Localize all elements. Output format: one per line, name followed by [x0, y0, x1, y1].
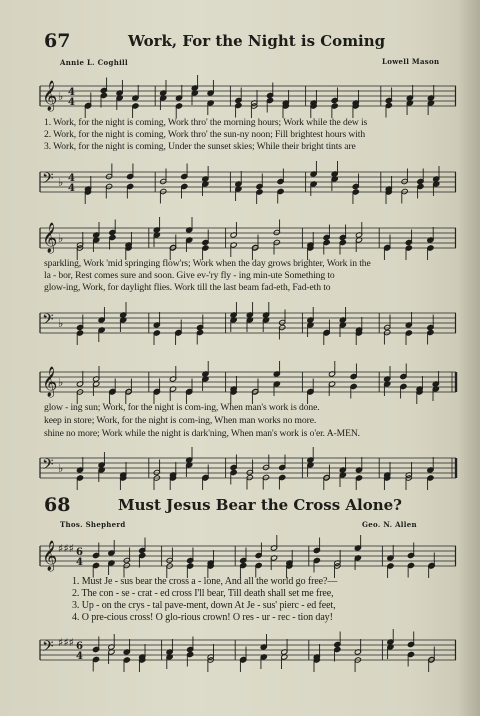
- staff-lines: [40, 228, 456, 248]
- staff-lines: [40, 640, 456, 660]
- music-staff: [0, 448, 480, 488]
- svg-text:4: 4: [68, 173, 75, 184]
- treble-clef-icon: 𝄞: [42, 367, 58, 397]
- bass-clef-icon: 𝄢: [42, 311, 54, 332]
- notes: [76, 217, 434, 260]
- svg-text:4: 4: [68, 87, 75, 98]
- svg-text:4: 4: [76, 651, 83, 662]
- svg-text:4: 4: [68, 183, 75, 194]
- lyric-line: 1. Work, for the night is coming, Work thro' the morning hours; Work while the dew is: [44, 117, 368, 128]
- lyric-line: 2. The con - se - crat - ed cross I'll bear, Till death shall set me free,: [72, 588, 334, 599]
- notes: [76, 361, 439, 404]
- lyric-line: shine no more; Work while the night is dark'ning, When man's work is o'er. A-MEN.: [44, 428, 360, 439]
- hymn-author: Thos. Shepherd: [60, 520, 126, 529]
- time-signature-icon: [68, 87, 75, 108]
- lyric-line: 4. O pre-cious cross! O glo-rious crown! O res - ur - rec - tion day!: [72, 612, 333, 623]
- flat-key-signature-icon: ♭: [58, 176, 64, 189]
- notes: [92, 629, 435, 672]
- hymn-number: 68: [44, 494, 71, 516]
- staff-lines: [40, 172, 456, 192]
- music-staff: [0, 630, 480, 670]
- music-staff: [0, 362, 480, 402]
- hymn-composer: Geo. N. Allen: [362, 520, 417, 529]
- time-signature-icon: [76, 547, 83, 568]
- bass-clef-icon: 𝄢: [42, 456, 54, 477]
- svg-text:4: 4: [76, 557, 83, 568]
- hymn-composer: Lowell Mason: [382, 57, 440, 66]
- music-staff: [0, 76, 480, 116]
- time-signature-icon: [76, 641, 83, 662]
- lyric-line: 1. Must Je - sus bear the cross a - lone, And all the world go free?—: [72, 576, 338, 587]
- notes: [84, 75, 434, 118]
- music-staff: [0, 536, 480, 576]
- treble-clef-icon: 𝄞: [42, 541, 58, 571]
- sharp-key-signature-icon: ♯♯♯: [58, 542, 74, 555]
- flat-key-signature-icon: ♭: [58, 462, 64, 475]
- hymn-number: 67: [44, 30, 71, 52]
- lyric-line: 2. Work, for the night is coming, Work thro' the sun-ny noon; Fill brightest hours with: [44, 129, 366, 140]
- flat-key-signature-icon: ♭: [58, 317, 64, 330]
- svg-text:4: 4: [68, 97, 75, 108]
- svg-text:6: 6: [76, 547, 83, 558]
- hymn-title: Must Jesus Bear the Cross Alone?: [118, 496, 402, 514]
- flat-key-signature-icon: ♭: [58, 232, 64, 245]
- svg-text:6: 6: [76, 641, 83, 652]
- lyric-line: keep in store; Work, for the night is com-ing, When man works no more.: [44, 415, 317, 426]
- notes: [92, 535, 435, 578]
- lyric-line: glow - ing sun; Work, for the night is com-ing, When man's work is done.: [44, 402, 320, 413]
- flat-key-signature-icon: ♭: [58, 376, 64, 389]
- hymn-author: Annie L. Coghill: [60, 58, 128, 67]
- flat-key-signature-icon: ♭: [58, 90, 64, 103]
- notes: [84, 161, 439, 204]
- bass-clef-icon: 𝄢: [42, 638, 54, 659]
- lyric-line: la - bor, Rest comes sure and soon. Give ev-'ry fly - ing min-ute Something to: [44, 270, 335, 281]
- lyric-line: glow-ing, Work, for daylight flies. Work till the last beam fad-eth, Fad-eth to: [44, 282, 331, 293]
- lyric-line: 3. Work, for the night is coming, Under the sunset skies; While their bright tints are: [44, 141, 356, 152]
- treble-clef-icon: 𝄞: [42, 81, 58, 111]
- hymn-title: Work, For the Night is Coming: [128, 32, 386, 50]
- music-staff: [0, 303, 480, 343]
- time-signature-icon: [68, 173, 75, 194]
- bass-clef-icon: 𝄢: [42, 170, 54, 191]
- staff-lines: [40, 372, 456, 392]
- notes: [76, 302, 434, 345]
- lyric-line: sparkling, Work 'mid springing flow'rs; Work when the day grows brighter, Work in the: [44, 258, 371, 269]
- music-staff: [0, 218, 480, 258]
- music-staff: [0, 162, 480, 202]
- treble-clef-icon: 𝄞: [42, 223, 58, 253]
- sharp-key-signature-icon: ♯♯♯: [58, 636, 74, 649]
- lyric-line: 3. Up - on the crys - tal pave-ment, down At Je - sus' pierc - ed feet,: [72, 600, 336, 611]
- notes: [76, 447, 434, 490]
